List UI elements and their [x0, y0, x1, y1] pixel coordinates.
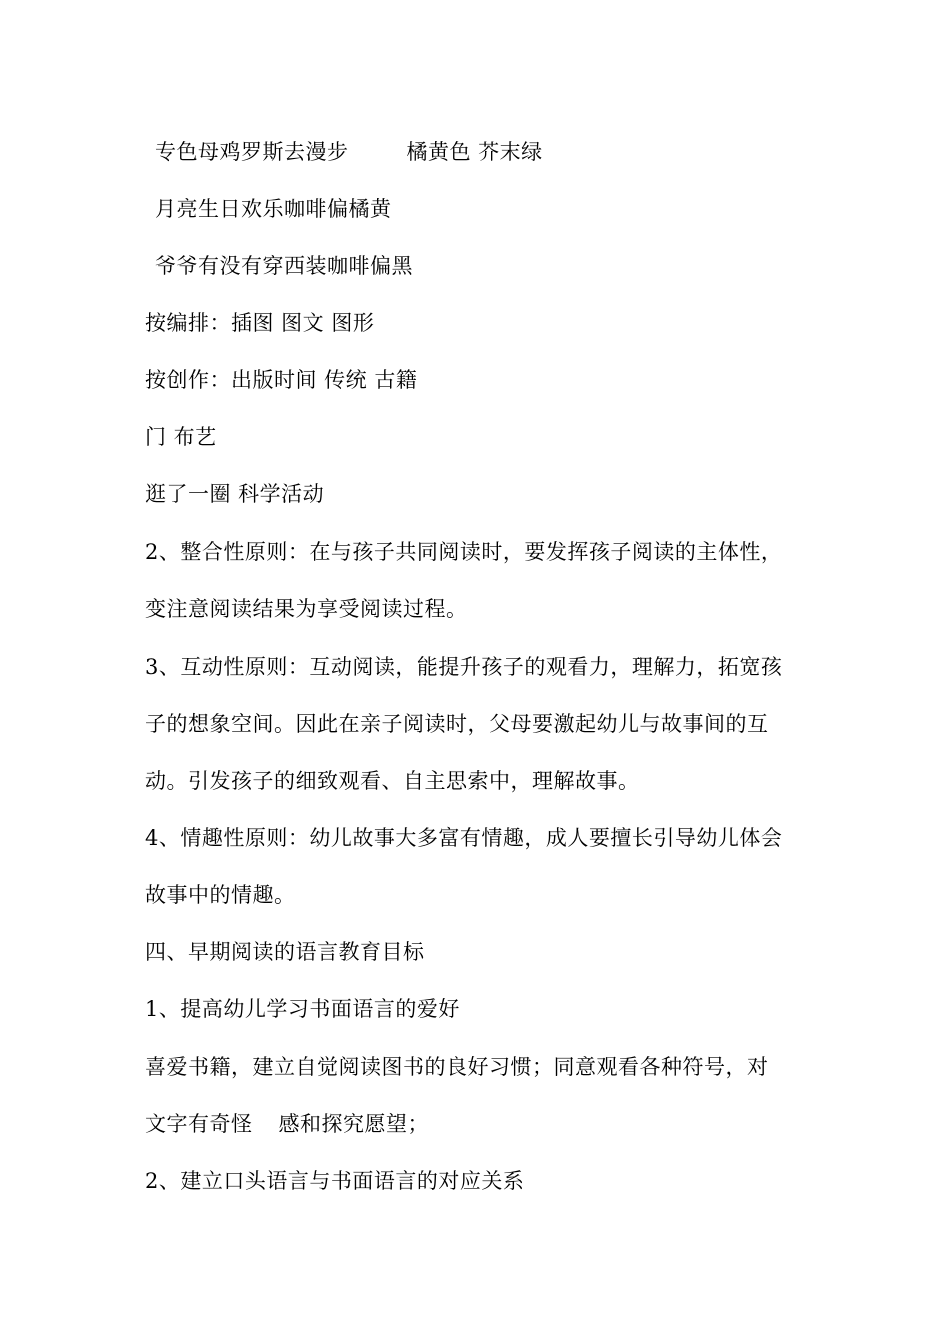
goal-1-text-cont	[145, 1112, 429, 1136]
text-line-2: 月亮生日欢乐咖啡偏橘黄	[155, 197, 392, 221]
paragraph-interaction-principle-cont-2: 动。引发孩子的细致观看、自主思索中，理解故事。	[145, 769, 640, 793]
goal-heading-1: 1、提高幼儿学习书面语言的爱好	[145, 997, 460, 1021]
text-line-3: 爷爷有没有穿西装咖啡偏黑	[155, 254, 413, 278]
goal-1-text-cont-part-b: 感和探究愿望；	[278, 1112, 429, 1136]
paragraph-interaction-principle-cont-1: 子的想象空间。因此在亲子阅读时，父母要激起幼儿与故事间的互	[145, 712, 769, 736]
paragraph-integration-principle-cont: 变注意阅读结果为享受阅读过程。	[145, 597, 468, 621]
text-line-1-part-a: 专色母鸡罗斯去漫步	[155, 140, 349, 164]
text-line-6: 门 布艺	[145, 425, 217, 449]
text-line-1	[155, 140, 543, 164]
text-line-7: 逛了一圈 科学活动	[145, 482, 325, 506]
goal-1-text: 喜爱书籍，建立自觉阅读图书的良好习惯；同意观看各种符号，对	[145, 1055, 769, 1079]
paragraph-interest-principle-cont: 故事中的情趣。	[145, 883, 296, 907]
goal-1-text-cont-part-a: 文字有奇怪	[145, 1112, 253, 1136]
goal-heading-2: 2、建立口头语言与书面语言的对应关系	[145, 1169, 525, 1193]
text-line-4: 按编排：插图 图文 图形	[145, 311, 375, 335]
text-line-5: 按创作：出版时间 传统 古籍	[145, 368, 418, 392]
paragraph-interaction-principle: 3、互动性原则：互动阅读，能提升孩子的观看力，理解力，拓宽孩	[145, 655, 783, 679]
paragraph-integration-principle: 2、整合性原则：在与孩子共同阅读时，要发挥孩子阅读的主体性，	[145, 540, 783, 564]
paragraph-interest-principle: 4、情趣性原则：幼儿故事大多富有情趣，成人要擅长引导幼儿体会	[145, 826, 783, 850]
section-heading-goals: 四、早期阅读的语言教育目标	[145, 940, 425, 964]
text-line-1-part-b: 橘黄色 芥末绿	[406, 140, 543, 164]
